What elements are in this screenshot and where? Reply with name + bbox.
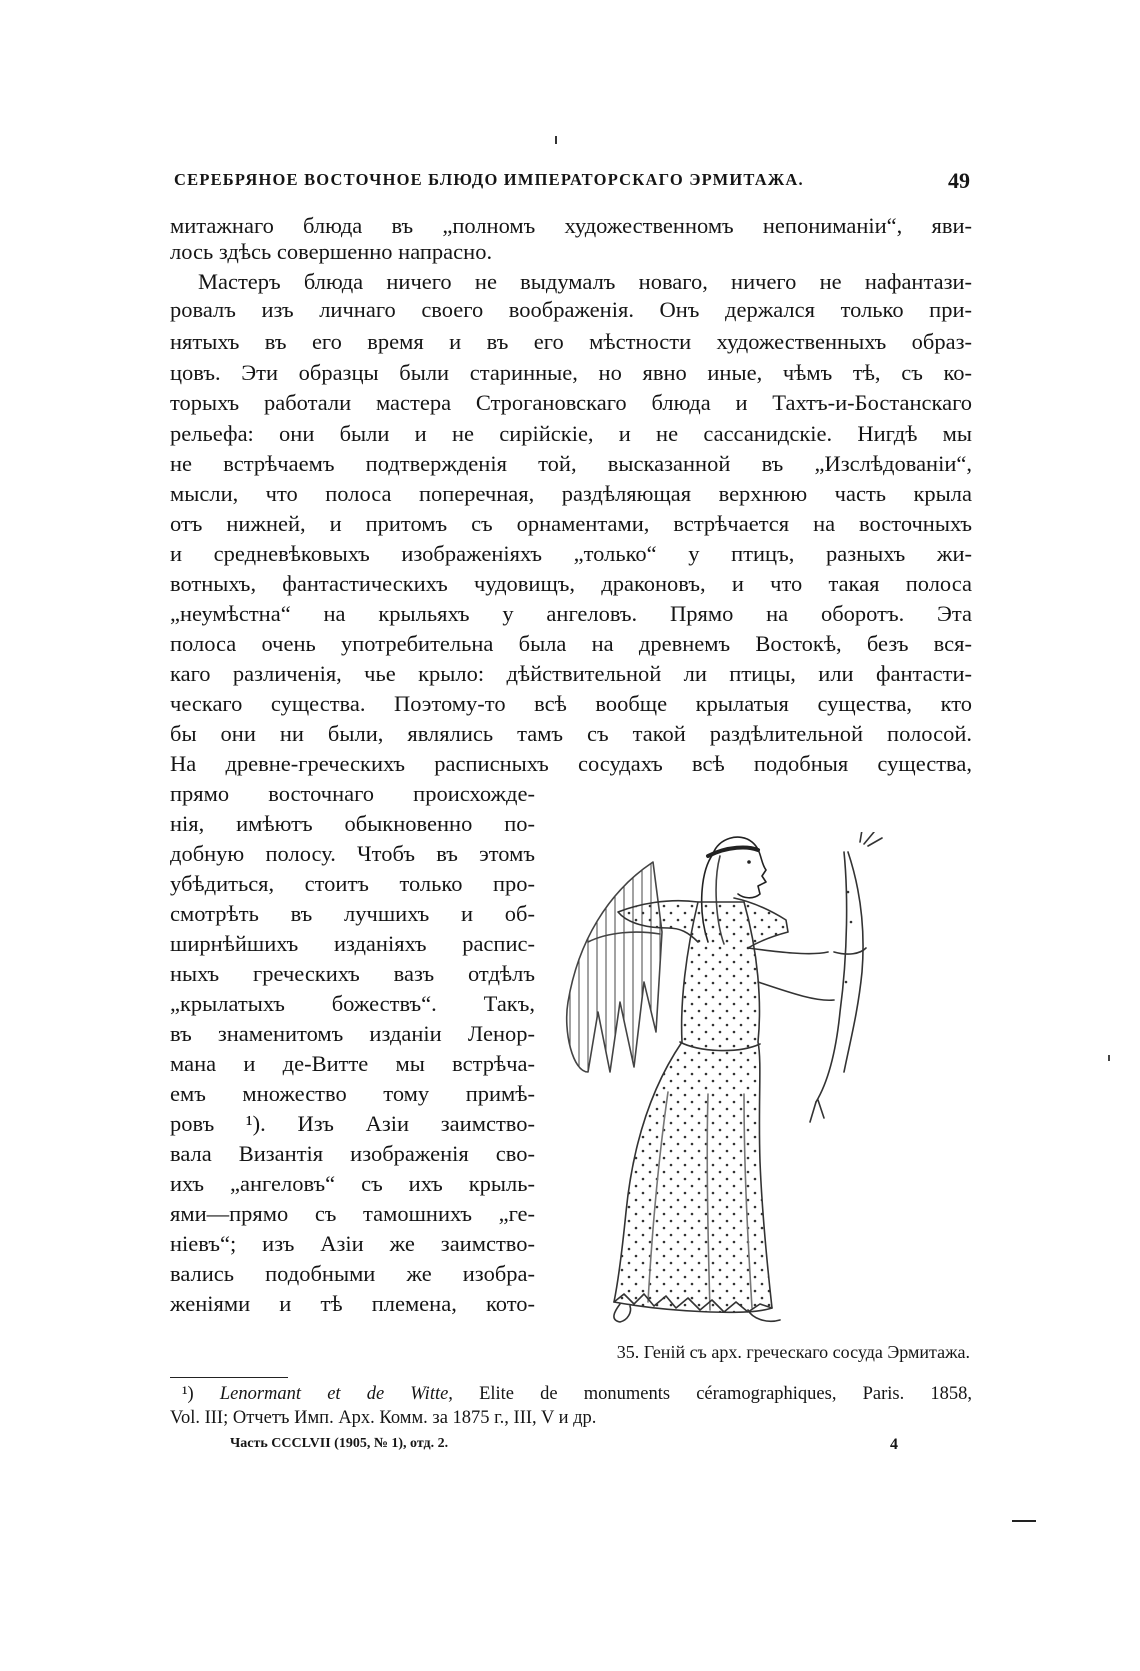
text-line: вала Византія изображенія сво- xyxy=(170,1141,535,1166)
text-line: На древне-греческихъ расписныхъ сосудахъ всѣ подобныя существа, xyxy=(170,751,972,776)
text-line: мана и де-Витте мы встрѣча- xyxy=(170,1051,535,1076)
text-line: ровалъ изъ личнаго своего воображенія. Онъ держался только при- xyxy=(170,297,972,322)
footnote-line xyxy=(182,1382,972,1406)
footnote-line: Vol. III; Отчетъ Имп. Арх. Комм. за 1875 г., III, V и др. xyxy=(170,1408,597,1428)
text-line: вотныхъ, фантастическихъ чудовищъ, драконовъ, и что такая полоса xyxy=(170,571,972,596)
text-line: „неумѣстна“ на крыльяхъ у ангеловъ. Прямо на оборотъ. Эта xyxy=(170,601,972,626)
text-line: каго различенія, чье крыло: дѣйствительной ли птицы, или фантасти- xyxy=(170,661,972,686)
page-number: 49 xyxy=(948,168,970,193)
text-line: вались подобными же изобра- xyxy=(170,1261,535,1286)
winged-genius-illustration xyxy=(548,832,968,1328)
figure-caption: 35. Геній съ арх. греческаго сосуда Эрмитажа. xyxy=(616,1342,970,1362)
text-line: добную полосу. Чтобъ въ этомъ xyxy=(170,841,535,866)
text-line: ческаго существа. Поэтому-то всѣ вообще крылатыя существа, кто xyxy=(170,691,972,716)
text-line: ихъ „ангеловъ“ съ ихъ крыль- xyxy=(170,1171,535,1196)
text-line: убѣдиться, стоитъ только про- xyxy=(170,871,535,896)
text-line: цовъ. Эти образцы были старинные, но явно иные, чѣмъ тѣ, съ ко- xyxy=(170,360,972,385)
footnote-text: Elite de monuments céramographiques, Paris. 1858, xyxy=(479,1384,972,1404)
footnote-marker: ¹) xyxy=(182,1384,194,1404)
text-line: полоса очень употребительна была на древнемъ Востокѣ, безъ вся- xyxy=(170,631,972,656)
running-head: СЕРЕБРЯНОЕ ВОСТОЧНОЕ БЛЮДО ИМПЕРАТОРСКАГО ЭРМИТАЖА. xyxy=(174,170,804,189)
print-mark xyxy=(1012,1520,1036,1522)
page-header xyxy=(174,168,970,198)
signature-number: 4 xyxy=(890,1436,898,1453)
text-line: митажнаго блюда въ „полномъ художественномъ непониманіи“, яви- xyxy=(170,213,972,238)
text-line: смотрѣть въ лучшихъ и об- xyxy=(170,901,535,926)
text-line: торыхъ работали мастера Строгановскаго блюда и Тахтъ-и-Бостанскаго xyxy=(170,390,972,415)
footnote-authors: Lenormant et de Witte, xyxy=(219,1384,453,1404)
text-line: прямо восточнаго происхожде- xyxy=(170,781,535,806)
text-line: отъ нижней, и притомъ съ орнаментами, встрѣчается на восточныхъ xyxy=(170,511,972,536)
text-line: ширнѣйшихъ изданіяхъ распис- xyxy=(170,931,535,956)
text-line: нятыхъ въ его время и въ его мѣстности художественныхъ образ- xyxy=(170,329,972,354)
text-line: ями—прямо съ тамошнихъ „ге- xyxy=(170,1201,535,1226)
text-line: въ знаменитомъ изданіи Ленор- xyxy=(170,1021,535,1046)
text-line: мысли, что полоса поперечная, раздѣляющая верхнюю часть крыла xyxy=(170,481,972,506)
text-line: ныхъ греческихъ вазъ отдѣлъ xyxy=(170,961,535,986)
text-line: и средневѣковыхъ изображеніяхъ „только“ у птицъ, разныхъ жи- xyxy=(170,541,972,566)
text-line: „крылатыхъ божествъ“. Такъ, xyxy=(170,991,535,1016)
text-line: женіями и тѣ племена, кото- xyxy=(170,1291,535,1316)
text-line: ровъ ¹). Изъ Азіи заимство- xyxy=(170,1111,535,1136)
signature-mark: Часть CCCLVII (1905, № 1), отд. 2. xyxy=(230,1436,449,1451)
text-line: нія, имѣютъ обыкновенно по- xyxy=(170,811,535,836)
text-line: емъ множество тому примѣ- xyxy=(170,1081,535,1106)
text-line: Мастеръ блюда ничего не выдумалъ новаго, ничего не нафантази- xyxy=(198,269,972,294)
text-line: бы они ни были, являлись тамъ съ такой раздѣлительной полосой. xyxy=(170,721,972,746)
text-line: не встрѣчаемъ подтвержденія той, высказанной въ „Изслѣдованіи“, xyxy=(170,451,972,476)
text-line: лось здѣсь совершенно напрасно. xyxy=(170,239,493,264)
text-line: ніевъ“; изъ Азіи же заимство- xyxy=(170,1231,535,1256)
footnote-rule xyxy=(170,1377,288,1378)
print-mark xyxy=(555,136,557,144)
print-mark xyxy=(1108,1055,1110,1061)
text-line: рельефа: они были и не сирійскіе, и не сассанидскіе. Нигдѣ мы xyxy=(170,421,972,446)
